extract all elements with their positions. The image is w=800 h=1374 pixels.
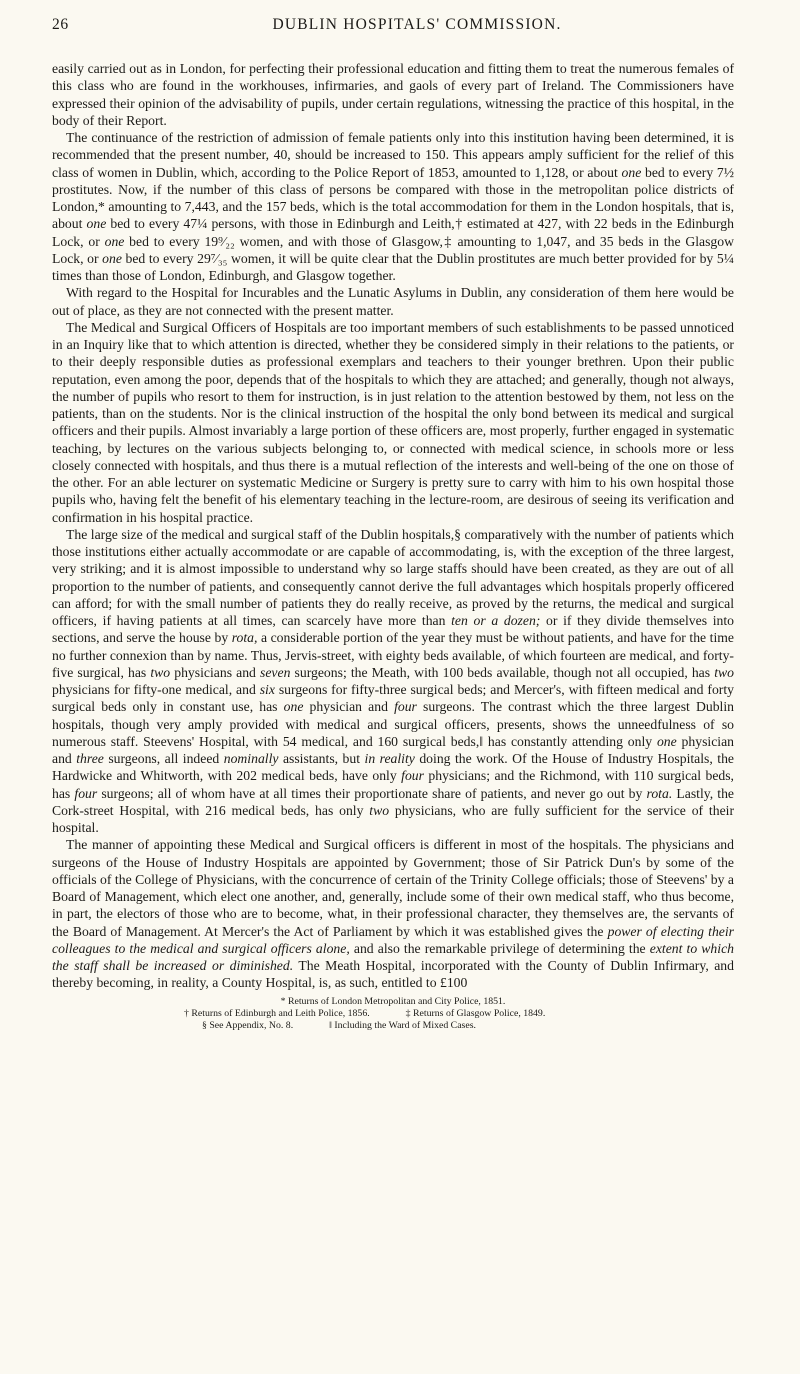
italic-text: extent to which the staff shall be increased or diminished.	[52, 940, 734, 973]
footnotes	[52, 996, 734, 1033]
italic-text: one	[283, 699, 304, 715]
footnote: § See Appendix, No. 8.	[202, 1019, 294, 1031]
text-run: surgeons for fifty-three surgical beds; and Mercer's, with fifteen medical and forty surgical beds only in constant use, has	[52, 682, 734, 715]
paragraph	[52, 60, 734, 129]
text-run: easily carried out as in London, for perfecting their professional education and fitting them to treat the numerous females of this class who are found in the workhouses, infirmaries, and gaols of every part of Ireland. The Commissioners have expressed their opinion of the advisability of pupils, under certain regulations, witnessing the practice of this hospital, in the body of their Report.	[52, 61, 734, 128]
text-run: physicians; and the Richmond, with 110 surgical beds, has	[52, 768, 734, 801]
italic-text: one	[102, 250, 122, 266]
text-run: bed to every 19⁹⁄₂₂ women, and with those of Glasgow,‡ amounting to 1,047, and 35 beds in the Glasgow Lock, or	[52, 233, 734, 266]
text-run: bed to every 47¼ persons, with those in Edinburgh and Leith,† estimated at 427, with 22 beds in the Edinburgh Lock, or	[52, 216, 734, 249]
italic-text: ten or a dozen;	[451, 613, 541, 628]
text-run: bed to every 29⁷⁄₃₅ women, it will be quite clear that the Dublin prostitutes are much better provided for by 5¼ times than those of London, Edinburgh, and Glasgow together.	[52, 250, 734, 283]
text-run: bed to every 7½ prostitutes. Now, if the number of this class of persons be compared with those in the metropolitan police districts of London,* amounting to 7,443, and the 157 beds, which is the total accommodation for them in the London hospitals, that is, about	[52, 164, 734, 232]
italic-text: six	[259, 682, 275, 697]
text-run: a considerable portion of the year they must be without patients, and have for the time no further connexion than by name. Thus, Jervis-street, with eighty beds available, of which fourteen are medical, and forty-five surgical, has	[52, 630, 734, 680]
italic-text: power of electing their colleagues to the medical and surgical officers alone,	[52, 923, 734, 956]
text-run: physicians for fifty-one medical, and	[52, 682, 260, 697]
text-run: Lastly, the Cork-street Hospital, with 216 medical beds, has only	[52, 785, 734, 818]
italic-text: four	[394, 699, 417, 715]
paragraph	[52, 129, 734, 284]
italic-text: one	[656, 733, 677, 749]
italic-text: two	[714, 664, 734, 680]
text-run: physician and	[303, 699, 395, 715]
text-run: surgeons. The contrast which the three largest Dublin hospitals, though very amply provided with medical and surgical officers, presents, shows the unneedfulness of so numerous staff. Steevens' Hospital, with 54 medical, and 160 surgical beds,‖ has constantly attending only	[52, 699, 734, 749]
italic-text: two	[369, 802, 390, 818]
footnote: ‖ Including the Ward of Mixed Cases.	[329, 1019, 476, 1031]
text-run: The manner of appointing these Medical and Surgical officers is different in most of the hospitals. The physicians and surgeons of the House of Industry Hospitals are appointed by Government; those of Sir Patrick Dun's by some of the officials of the College of Physicians, with the concurrence of certain of the Trinity College officials; those of Steevens' by a Board of Management, which elect one another, and, generally, include some of their own medical staff, who thus become, in part, the electors of those who are to become, what, in their professional character, they themselves are, the servants of the Board of Management. At Mercer's the Act of Parliament by which it was established gives the	[52, 837, 734, 939]
text-run: assistants, but	[278, 751, 365, 766]
footnote: † Returns of Edinburgh and Leith Police, 1856.	[184, 1007, 370, 1019]
footnote-row	[52, 1008, 734, 1020]
italic-text: three	[76, 751, 104, 766]
running-head: DUBLIN HOSPITALS' COMMISSION.	[272, 16, 562, 33]
text-run: The Medical and Surgical Officers of Hospitals are too important members of such establishments to be passed unnoticed in an Inquiry like that to which attention is directed, whether they be considered simply in their relations to the patients, or to their deeply responsible duties as professional exemplars and teachers to their younger brethren. Upon their public reputation, even among the poor, depends that of the hospitals to which they are attached; and generally, though not always, the number of pupils who resort to them for instruction, is in just relation to the attention bestowed by them, not less on the patients, than on the students. Nor is the clinical instruction of the hospital the only bond between its medical and surgical officers and their pupils. Almost invariably a large portion of these officers are, most properly, further engaged in systematic teaching, by lectures on the various subjects belonging to, or connected with medical science, in schools more or less closely connected with hospitals, and thus there is a mutual reflection of the interests and well-being of the one on those of the other. For an able lecturer on systematic Medicine or Surgery is pretty sure to carry with him to his own hospital those pupils who, having felt the benefit of his elementary teaching in the lecture-room, are desirous of seeing its verification and confirmation in his hospital practice.	[52, 319, 734, 525]
text-run: surgeons, all indeed	[103, 751, 224, 766]
text-run: The continuance of the restriction of admission of female patients only into this institution having been determined, it is recommended that the present number, 40, should be increased to 150. This appears amply sufficient for the relief of this class of women in Dublin, which, according to the Police Report of 1853, amounted to 1,128, or about	[52, 130, 734, 180]
paragraph	[52, 284, 734, 319]
italic-text: rota.	[646, 785, 673, 801]
footnote-row	[52, 1020, 734, 1032]
italic-text: one	[86, 216, 107, 232]
italic-text: two	[150, 664, 171, 680]
italic-text: four	[401, 768, 424, 784]
italic-text: one	[104, 233, 125, 249]
italic-text: rota,	[231, 630, 258, 646]
text-run: With regard to the Hospital for Incurables and the Lunatic Asylums in Dublin, any consideration of them here would be out of place, as they are not connected with the present matter.	[52, 285, 734, 318]
paragraph	[52, 319, 734, 526]
text-run: The large size of the medical and surgical staff of the Dublin hospitals,§ comparatively with the number of patients which those institutions either actually accommodate or are capable of accommodating, is, with the exception of the three largest, very striking; and it is almost impossible to understand why so large staffs should have been created, as they are out of all proportion to the number of patients, and consequently cannot derive the full advantages which hospitals properly officered can afford; for with the small number of patients they do really receive, as proved by the returns, the medical and surgical officers, if having patients at all times, can scarcely have more than	[52, 526, 734, 628]
italic-text: seven	[260, 664, 291, 680]
text-run: physicians and	[170, 664, 261, 680]
page-header	[52, 16, 734, 46]
page-number: 26	[52, 16, 69, 33]
text-run: doing the work. Of the House of Industry Hospitals, the Hardwicke and Whitworth, with 202 medical beds, have only	[52, 751, 734, 784]
text-run: physicians, who are fully sufficient for the service of their hospital.	[52, 802, 735, 835]
footnote: ‡ Returns of Glasgow Police, 1849.	[405, 1007, 546, 1019]
italic-text: in reality	[364, 751, 415, 766]
footnote: * Returns of London Metropolitan and City Police, 1851.	[280, 995, 506, 1007]
body-text	[52, 60, 734, 992]
text-run: The Meath Hospital, incorporated with the County of Dublin Infirmary, and thereby becoming, in reality, a County Hospital, is, as such, entitled to £100	[52, 958, 734, 991]
text-run: physician and	[52, 733, 734, 766]
text-run: surgeons; the Meath, with 100 beds available, though not all occupied, has	[290, 664, 715, 680]
italic-text: one	[621, 164, 642, 180]
text-run: or if they divide themselves into sections, and serve the house by	[52, 613, 734, 646]
text-run: and also the remarkable privilege of determining the	[349, 940, 650, 956]
paragraph	[52, 836, 734, 991]
italic-text: nominally	[223, 751, 279, 766]
footnote-row	[52, 996, 734, 1008]
italic-text: four	[74, 785, 98, 801]
text-run: surgeons; all of whom have at all times their proportionate share of patients, and never go out by	[97, 785, 647, 801]
paragraph	[52, 526, 734, 837]
